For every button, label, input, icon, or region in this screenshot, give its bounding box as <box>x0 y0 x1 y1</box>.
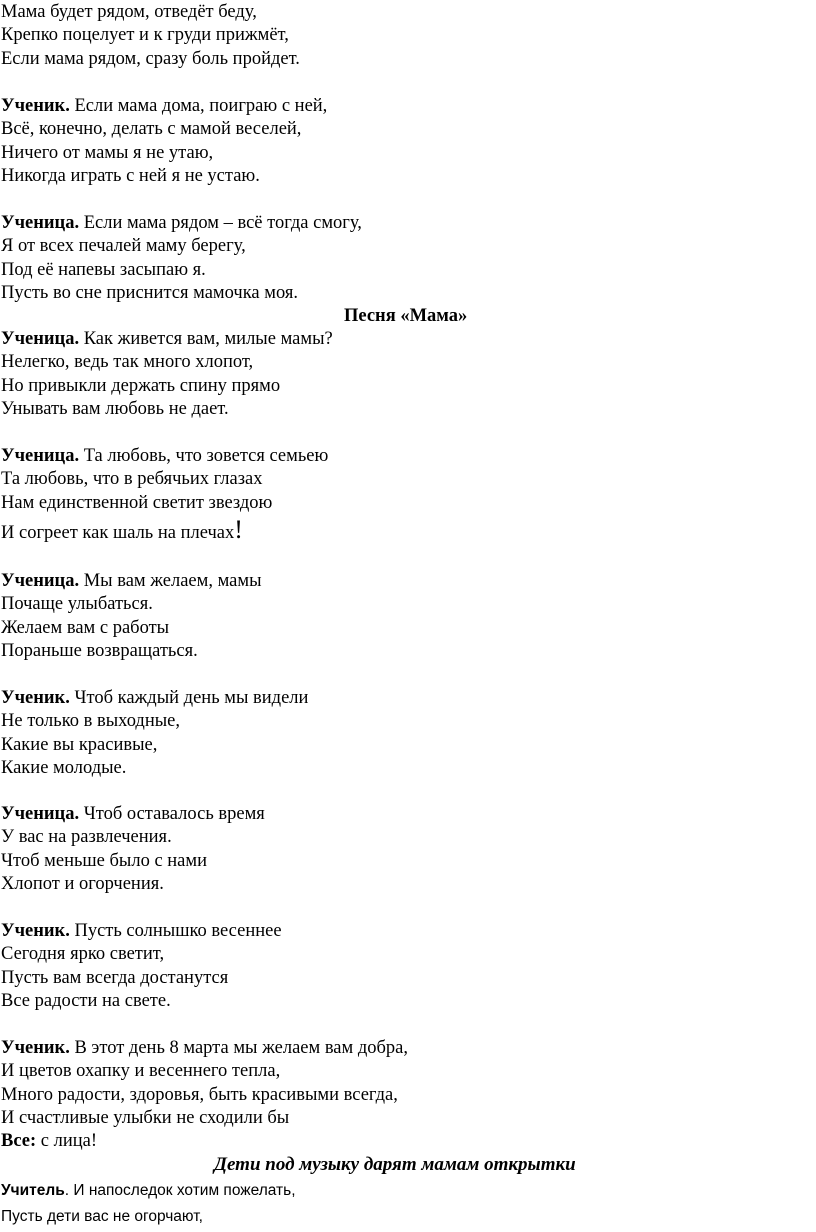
stanza-9 <box>1 920 282 1013</box>
verse-line: Та любовь, что в ребячьих глазах <box>1 469 263 490</box>
verse-line: Желаем вам с работы <box>1 617 170 638</box>
speaker-label: Ученик. <box>1 688 70 708</box>
verse-line: Нелегко, ведь так много хлопот, <box>1 352 254 373</box>
speaker-label: Ученик. <box>1 96 70 116</box>
verse-line: И цветов охапку и весеннего тепла, <box>1 1061 281 1082</box>
verse-text: Если мама рядом – всё тогда смогу, <box>79 213 362 233</box>
verse-line <box>1 514 328 544</box>
verse-line: Нам единственной светит звездою <box>1 492 273 513</box>
verse-line: Ничего от мамы я не утаю, <box>1 142 214 163</box>
verse-line: Все радости на свете. <box>1 990 171 1011</box>
speaker-label: Ученик. <box>1 1038 70 1058</box>
stanza-8 <box>1 803 265 896</box>
stage-direction: Дети под музыку дарят мамам открытки <box>214 1154 576 1175</box>
verse-text: Чтоб оставалось время <box>79 804 265 824</box>
verse-text: В этот день 8 марта мы желаем вам добра, <box>69 1038 409 1058</box>
verse-line: Много радости, здоровья, быть красивыми всегда, <box>1 1084 398 1105</box>
verse-text: Как живется вам, милые мамы? <box>79 329 333 349</box>
verse-line <box>1 212 362 235</box>
verse-line: Никогда играть с ней я не устаю. <box>1 165 260 186</box>
verse-line <box>1 687 308 710</box>
exclamation-mark: ! <box>234 514 243 544</box>
verse-text: Та любовь, что зовется семьею <box>79 446 329 466</box>
verse-text: Пусть солнышко весеннее <box>69 921 282 941</box>
verse-text: . И напоследок хотим пожелать, <box>64 1182 296 1199</box>
verse-line: Не только в выходные, <box>1 711 181 732</box>
stanza-4 <box>1 328 333 421</box>
verse-line <box>1 1037 408 1060</box>
stanza-3 <box>1 212 362 305</box>
verse-line: Пусть во сне приснится мамочка моя. <box>1 282 298 303</box>
verse-line: Я от всех печалей маму берегу, <box>1 236 246 257</box>
verse-line: Пусть вам всегда достанутся <box>1 967 229 988</box>
verse-line: Какие вы красивые, <box>1 734 158 755</box>
song-title: Песня «Мама» <box>344 306 468 326</box>
speaker-label: Ученица. <box>1 213 80 233</box>
verse-line: Чтоб меньше было с нами <box>1 850 207 871</box>
verse-line: Какие молодые. <box>1 757 127 778</box>
verse-text: Чтоб каждый день мы видели <box>69 688 309 708</box>
verse-text: Мы вам желаем, мамы <box>79 571 262 591</box>
verse-line <box>1 95 327 118</box>
verse-line <box>1 920 282 943</box>
verse-line <box>1 803 265 826</box>
verse-line: И счастливые улыбки не сходили бы <box>1 1107 290 1128</box>
verse-line <box>1 328 333 351</box>
verse-line: Хлопот и огорчения. <box>1 873 164 894</box>
verse-text: с лица! <box>36 1131 98 1152</box>
speaker-label: Ученица. <box>1 329 80 349</box>
stanza-1 <box>1 1 300 71</box>
speaker-label: Ученик. <box>1 921 70 941</box>
teacher-line <box>1 1182 296 1200</box>
verse-line: Унывать вам любовь не дает. <box>1 398 229 419</box>
verse-line: Под её напевы засыпаю я. <box>1 259 206 280</box>
speaker-label: Ученица. <box>1 446 80 466</box>
verse-line: Всё, конечно, делать с мамой веселей, <box>1 119 302 140</box>
stanza-5 <box>1 445 328 544</box>
speaker-label: Ученица. <box>1 571 80 591</box>
speaker-label: Учитель <box>1 1182 65 1199</box>
verse-line: У вас на развлечения. <box>1 827 172 848</box>
verse-line: Если мама рядом, сразу боль пройдет. <box>1 48 300 69</box>
verse-line <box>1 445 328 468</box>
verse-line: Крепко поцелует и к груди прижмёт, <box>1 25 289 46</box>
verse-line <box>1 1130 408 1153</box>
verse-line <box>1 570 262 593</box>
verse-text: Если мама дома, поиграю с ней, <box>69 96 328 116</box>
speaker-label: Ученица. <box>1 804 80 824</box>
speaker-label: Все: <box>1 1131 37 1152</box>
stanza-2 <box>1 95 327 188</box>
verse-text: И согреет как шаль на плечах <box>1 522 235 543</box>
verse-line: Почаще улыбаться. <box>1 594 153 615</box>
stanza-7 <box>1 687 308 780</box>
teacher-line: Пусть дети вас не огорчают, <box>1 1208 203 1225</box>
stanza-6 <box>1 570 262 663</box>
verse-line: Но привыкли держать спину прямо <box>1 375 281 396</box>
verse-line: Мама будет рядом, отведёт беду, <box>1 2 257 22</box>
verse-line: Сегодня ярко светит, <box>1 944 165 965</box>
verse-line: Пораньше возвращаться. <box>1 640 198 661</box>
stanza-10 <box>1 1037 408 1153</box>
